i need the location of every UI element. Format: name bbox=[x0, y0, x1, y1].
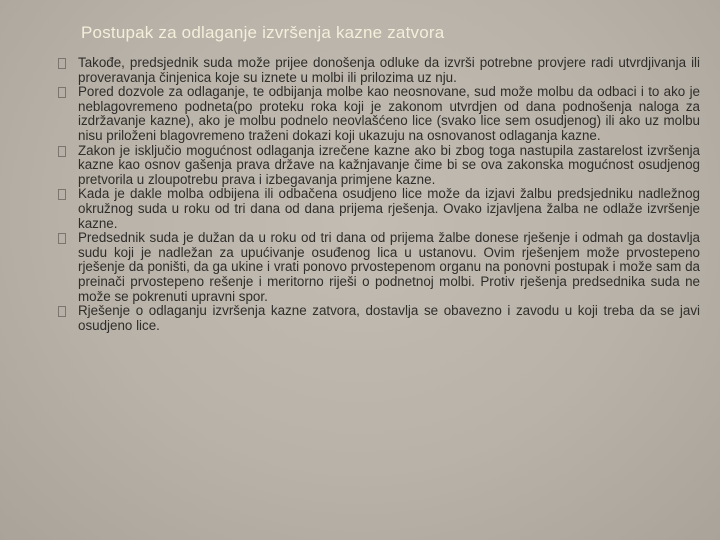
list-item-text: Zakon je isključio mogućnost odlaganja izrečene kazne ako bi zbog toga nastupila zastarelost izvršenja kazne kao osnov gašenja prava države na kažnjavanje čime bi se ova zakonska mogućnost osudjenog pretvorila u zloupotrebu prava i izbegavanja primjene kazne. bbox=[78, 142, 700, 187]
missing-glyph-box-icon bbox=[58, 146, 66, 157]
list-item bbox=[78, 304, 700, 333]
missing-glyph-box-icon bbox=[58, 189, 66, 200]
list-item-text: Predsednik suda je dužan da u roku od tri dana od prijema žalbe donese rješenje i odmah ga dostavlja sudu koji je nadležan za upućivanje osuđenog lica u ustanovu. Ovim rješenjem može prvostepeno rješenje da poništi, da ga ukine i vrati ponovo prvostepenom organu na ponovni postupak i može sam da preinači prvostepeno rešenje i meritorno riješi o podnetnoj molbi. Protiv rješenja predsednika suda ne može se pokrenuti upravni spor. bbox=[78, 230, 700, 304]
missing-glyph-box-icon bbox=[58, 58, 66, 69]
list-item bbox=[78, 85, 700, 143]
bullet-list bbox=[78, 56, 700, 333]
missing-glyph-box-icon bbox=[58, 306, 66, 317]
slide-title: Postupak za odlaganje izvršenja kazne zatvora bbox=[81, 23, 445, 42]
list-item-text: Takođe, predsjednik suda može prijee donošenja odluke da izvrši potrebne provjere radi utvrdjivanja ili proveravanja činjenica koje su iznete u molbi ili prilozima uz nju. bbox=[78, 55, 700, 85]
list-item bbox=[78, 231, 700, 304]
missing-glyph-box-icon bbox=[58, 87, 66, 98]
list-item-text: Kada je dakle molba odbijena ili odbačena osudjeno lice može da izjavi žalbu predsjedniku nadležnog okružnog suda u roku od tri dana od dana prijema rješenja. Ovako izjavljena žalba ne odlaže izvršenje kazne. bbox=[78, 186, 700, 231]
list-item-text: Rješenje o odlaganju izvršenja kazne zatvora, dostavlja se obavezno i zavodu u koji treba da se javi osudjeno lice. bbox=[78, 303, 700, 333]
list-item-text: Pored dozvole za odlaganje, te odbijanja molbe kao neosnovane, sud može molbu da odbaci i to ako je neblagovremeno podneta(po proteku roka koji je zakonom utvrdjen od dana podnošenja naloga za izdržavanje kazne), ako je molbu podnelo neovlašćeno lice (svako lice sem osudjenog) ili ako uz molbu nisu priloženi blagovremeno traženi dokazi koji ukazuju na osnovanost odlaganja kazne. bbox=[78, 84, 700, 143]
list-item bbox=[78, 56, 700, 85]
missing-glyph-box-icon bbox=[58, 233, 66, 244]
list-item bbox=[78, 144, 700, 188]
list-item bbox=[78, 187, 700, 231]
